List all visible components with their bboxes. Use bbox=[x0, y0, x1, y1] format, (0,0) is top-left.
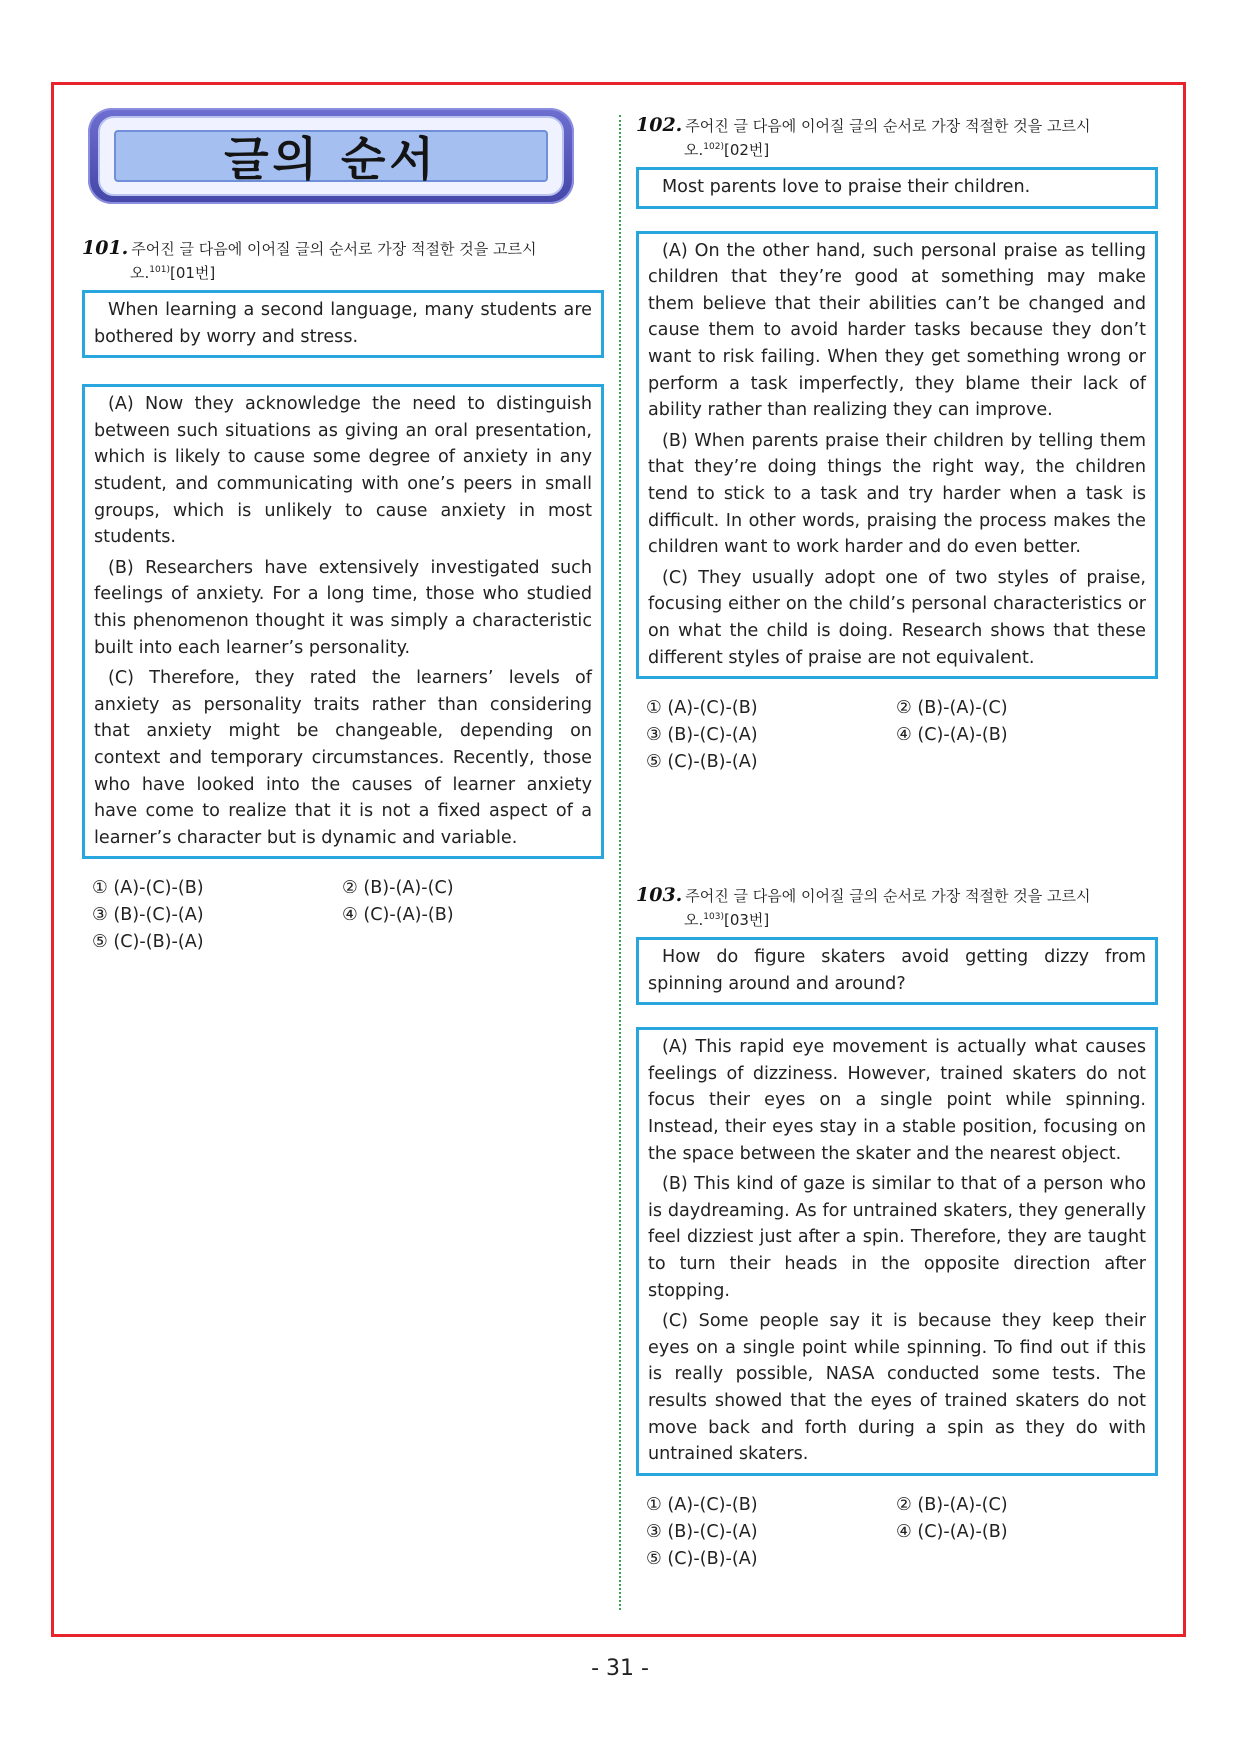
question-prompt-end: 오. bbox=[684, 141, 704, 159]
option-1[interactable]: ① (A)-(C)-(B) bbox=[646, 1494, 758, 1515]
question-tag: [02번] bbox=[723, 141, 770, 159]
option-5[interactable]: ⑤ (C)-(B)-(A) bbox=[646, 752, 758, 773]
question-prompt: 주어진 글 다음에 이어질 글의 순서로 가장 적절한 것을 고르시 bbox=[685, 887, 1091, 905]
question-103 bbox=[636, 885, 1158, 1573]
banner-frame bbox=[98, 116, 564, 196]
passage-b: (B) When parents praise their children by telling them that they’re doing things the right way, the children tend to stick to a task and try harder when a task is difficult. In other words, praising the process makes the children want to work harder and do even better. bbox=[648, 430, 1146, 558]
given-sentence: How do figure skaters avoid getting dizzy from spinning around and around? bbox=[648, 947, 1146, 994]
option-1[interactable]: ① (A)-(C)-(B) bbox=[92, 878, 204, 899]
question-prompt: 주어진 글 다음에 이어질 글의 순서로 가장 적절한 것을 고르시 bbox=[685, 117, 1091, 135]
passage-a: (A) This rapid eye movement is actually what causes feelings of dizziness. However, trained skaters do not focus their eyes on a single point while spinning. Instead, their eyes stay in a stable position, focusing on the space between the skater and the nearest object. bbox=[648, 1037, 1146, 1164]
passage-box bbox=[636, 231, 1158, 680]
footnote-ref: 103) bbox=[703, 912, 724, 922]
given-sentence: Most parents love to praise their children. bbox=[662, 177, 1031, 197]
question-header bbox=[636, 115, 1158, 161]
passage-c: (C) They usually adopt one of two styles of praise, focusing either on the child’s personal characteristics or on what the child is doing. Research shows that these different styles of praise are not equivalent. bbox=[648, 567, 1146, 668]
passage-b: (B) This kind of gaze is similar to that of a person who is daydreaming. As for untrained skaters, they generally feel dizziest just after a spin. Therefore, they are taught to turn their heads in the opposite direction after stopping. bbox=[648, 1174, 1146, 1301]
question-tag: [01번] bbox=[169, 264, 216, 282]
answer-options bbox=[82, 875, 604, 956]
question-prompt: 주어진 글 다음에 이어질 글의 순서로 가장 적절한 것을 고르시 bbox=[131, 240, 537, 258]
question-header bbox=[82, 238, 604, 284]
given-sentence-box bbox=[636, 167, 1158, 209]
option-3[interactable]: ③ (B)-(C)-(A) bbox=[646, 1521, 758, 1542]
option-2[interactable]: ② (B)-(A)-(C) bbox=[342, 878, 454, 899]
question-101 bbox=[82, 238, 604, 956]
question-number: 103. bbox=[636, 884, 683, 906]
question-prompt-end: 오. bbox=[684, 911, 704, 929]
option-2[interactable]: ② (B)-(A)-(C) bbox=[896, 1494, 1008, 1515]
option-5[interactable]: ⑤ (C)-(B)-(A) bbox=[92, 932, 204, 953]
section-title: 글의 순서 bbox=[224, 132, 438, 186]
left-column bbox=[82, 108, 604, 953]
passage-a: (A) On the other hand, such personal praise as telling children that they’re good at something may make them believe that their abilities can’t be changed and cause them to avoid harder tasks because they don’t want to risk failing. When they get something wrong or perform a task imperfectly, they blame their lack of ability rather than realizing they can improve. bbox=[648, 240, 1146, 421]
section-banner bbox=[88, 108, 574, 204]
question-number: 101. bbox=[82, 237, 129, 259]
option-4[interactable]: ④ (C)-(A)-(B) bbox=[896, 725, 1008, 746]
passage-box bbox=[82, 384, 604, 859]
passage-c: (C) Therefore, they rated the learners’ levels of anxiety as personality traits rather than considering that anxiety might be changeable, depending on context and temporary circumstances. Recently, those who have looked into the causes of learner anxiety have come to realize that it is not a fixed aspect of a learner’s character but is dynamic and variable. bbox=[94, 668, 592, 848]
question-number: 102. bbox=[636, 114, 683, 136]
answer-options bbox=[636, 1492, 1158, 1573]
page-number: - 31 - bbox=[591, 1656, 649, 1681]
banner-core bbox=[114, 130, 548, 186]
column-divider bbox=[619, 115, 621, 1610]
option-3[interactable]: ③ (B)-(C)-(A) bbox=[92, 905, 204, 926]
option-3[interactable]: ③ (B)-(C)-(A) bbox=[646, 725, 758, 746]
question-header bbox=[636, 885, 1158, 931]
given-sentence-box bbox=[82, 290, 604, 358]
passage-a: (A) Now they acknowledge the need to distinguish between such situations as giving an oral presentation, which is likely to cause some degree of anxiety in any student, and communicating with one’s peers in small groups, which is unlikely to cause anxiety in most students. bbox=[94, 394, 592, 548]
question-102 bbox=[636, 115, 1158, 776]
question-prompt-end: 오. bbox=[130, 264, 150, 282]
answer-options bbox=[636, 695, 1158, 776]
option-1[interactable]: ① (A)-(C)-(B) bbox=[646, 698, 758, 719]
question-tag: [03번] bbox=[723, 911, 770, 929]
passage-b: (B) Researchers have extensively investigated such feelings of anxiety. For a long time, those who studied this phenomenon thought it was simply a characteristic built into each learner’s personality. bbox=[94, 557, 592, 658]
footnote-ref: 102) bbox=[703, 142, 724, 152]
given-sentence: When learning a second language, many students are bothered by worry and stress. bbox=[94, 300, 592, 347]
footnote-ref: 101) bbox=[149, 265, 170, 275]
passage-box bbox=[636, 1027, 1158, 1476]
option-4[interactable]: ④ (C)-(A)-(B) bbox=[342, 905, 454, 926]
option-5[interactable]: ⑤ (C)-(B)-(A) bbox=[646, 1548, 758, 1569]
given-sentence-box bbox=[636, 937, 1158, 1005]
option-2[interactable]: ② (B)-(A)-(C) bbox=[896, 698, 1008, 719]
option-4[interactable]: ④ (C)-(A)-(B) bbox=[896, 1521, 1008, 1542]
passage-c: (C) Some people say it is because they keep their eyes on a single point while spinning. To find out if this is really possible, NASA conducted some tests. The results showed that the eyes of trained skaters do not move back and forth during a spin as they do with untrained skaters. bbox=[648, 1311, 1146, 1465]
